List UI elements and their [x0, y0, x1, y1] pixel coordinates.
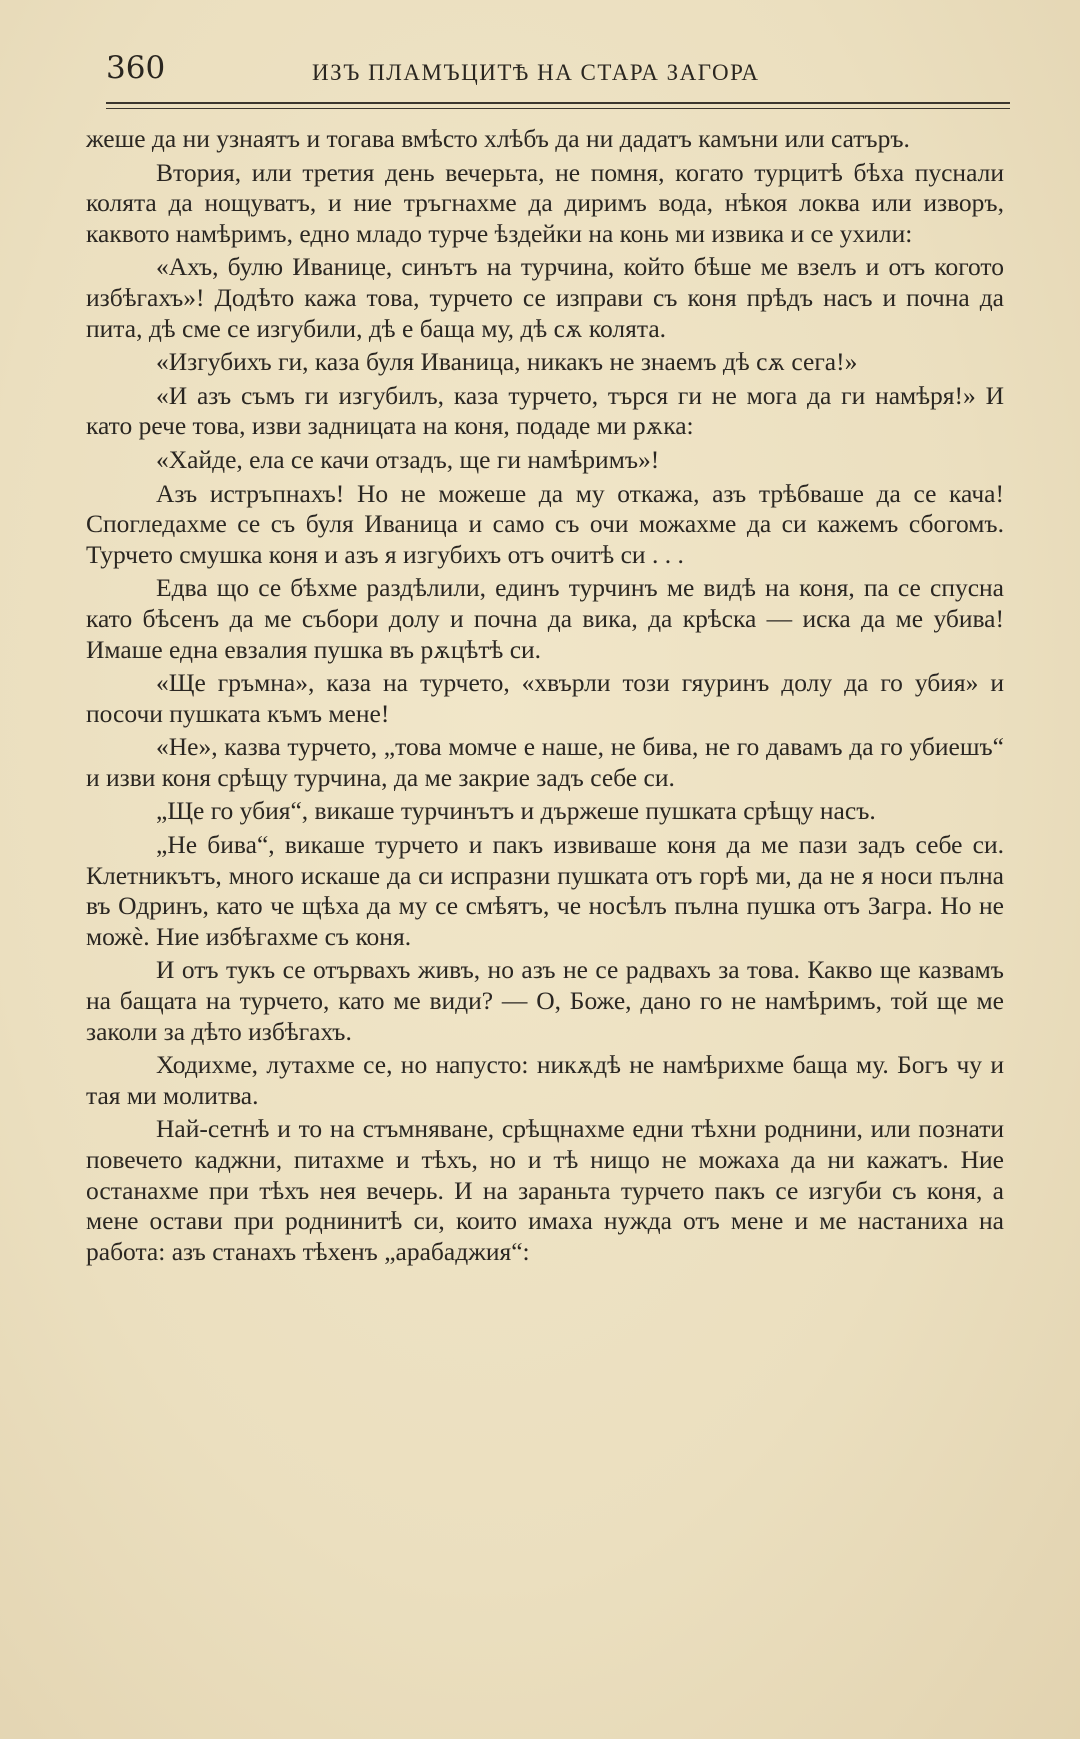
paragraph: Азъ истръпнахъ! Но не можеше да му откажа, азъ трѣбваше да се кача! Спогледахме се съ буля Иваница и само съ очи можахме да си кажемъ сбогомъ. Турчето смушка коня и азъ я изгубихъ отъ очитѣ си . . . — [86, 478, 1004, 569]
page-header — [106, 50, 1010, 100]
page-number: 360 — [106, 50, 166, 86]
paragraph: Едва що се бѣхме раздѣлили, единъ турчинъ ме видѣ на коня, па се спусна като бѣсенъ да ме събори долу и почна да вика, да крѣска — иска да ме убива! Имаше една евзалия пушка въ рѫцѣтѣ си. — [86, 573, 1004, 664]
paragraph: жеше да ни узнаятъ и тогава вмѣсто хлѣбъ да ни дадатъ камъни или сатъръ. — [86, 124, 910, 153]
paragraph: Ходихме, лутахме се, но напусто: никѫдѣ не намѣрихме баща му. Богъ чу и тая ми молитва. — [86, 1050, 1004, 1110]
paragraph: „Ще го убия“, викаше турчинътъ и държеше пушката срѣщу насъ. — [156, 796, 876, 826]
header-rule-thick — [106, 102, 1010, 104]
header-rule-thin — [106, 108, 1010, 109]
paragraph: „Не бива“, викаше турчето и пакъ извиваше коня да ме пази задъ себе си. Клетникътъ, много искаше да си испразни пушката отъ горѣ ми, да не я носи пълна въ Одринъ, като че щѣха да му се смѣятъ, че носѣлъ пълна пушка отъ Загра. Но не можѐ. Ние избѣгахме съ коня. — [86, 830, 1004, 951]
paragraph: Най-сетнѣ и то на стъмняване, срѣщнахме едни тѣхни роднини, или познати повечето каджни, питахме и тѣхъ, но и тѣ нищо не можаха да ни кажатъ. Ние останахме при тѣхъ нея вечерь. И на зараньта турчето пакъ се изгуби съ коня, а мене остави при роднинитѣ си, които имаха нужда отъ мене и ме настаниха на работа: азъ станахъ тѣхенъ „арабаджия“: — [86, 1114, 1004, 1266]
paragraph: «И азъ съмъ ги изгубилъ, каза турчето, търся ги не мога да ги намѣря!» И като рече това, изви задницата на коня, подаде ми рѫка: — [86, 380, 1004, 441]
paragraph: «Изгубихъ ги, каза буля Иваница, никакъ не знаемъ дѣ сѫ сега!» — [156, 347, 858, 377]
paragraph: И отъ тукъ се отървахъ живъ, но азъ не се радвахъ за това. Какво ще казвамъ на бащата на турчето, като ме види? — О, Боже, дано го не намѣримъ, той ще ме заколи за дѣто избѣгахъ. — [86, 955, 1004, 1046]
paragraph: «Не», казва турчето, „това момче е наше, не бива, не го давамъ да го убиешъ“ и изви коня срѣщу турчина, да ме закрие задъ себе си. — [86, 732, 1004, 792]
paragraph: «Ще гръмна», каза на турчето, «хвърли този гяуринъ долу да го убия» и посочи пушката къмъ мене! — [86, 668, 1004, 728]
paragraph: «Ахъ, булю Иванице, синътъ на турчина, който бѣше ме взелъ и отъ когото избѣгахъ»! Додѣто кажа това, турчето се изправи съ коня прѣдъ насъ и почна да пита, дѣ сме се изгубили, дѣ е баща му, дѣ сѫ колята. — [86, 252, 1004, 343]
paragraph: «Хайде, ела се качи отзадъ, ще ги намѣримъ»! — [156, 444, 660, 474]
paragraph: Втория, или третия день вечерьта, не помня, когато турцитѣ бѣха пуснали колята да нощуватъ, и ние тръгнахме да диримъ вода, нѣкоя локва или изворъ, каквото намѣримъ, едно младо турче ѣздейки на конь ми извика и се ухили: — [86, 157, 1004, 248]
body-text — [86, 124, 1004, 1270]
running-title: ИЗЪ ПЛАМЪЦИТѢ НА СТАРА ЗАГОРА — [312, 60, 760, 85]
